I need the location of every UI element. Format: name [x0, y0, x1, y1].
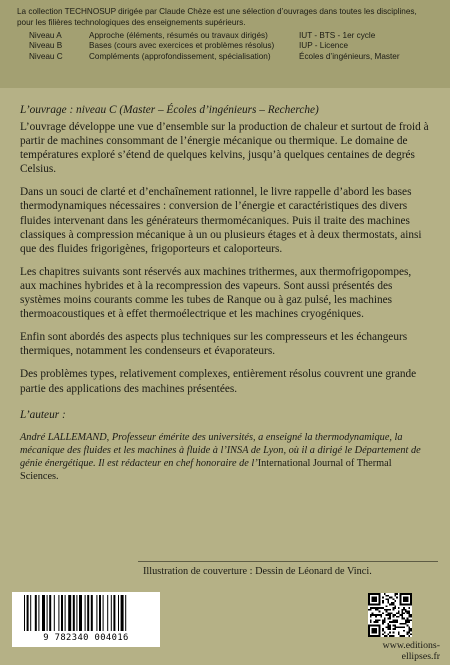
- publisher-website: www.editions-ellipses.fr: [382, 640, 440, 662]
- level-table: [17, 31, 440, 62]
- ouvrage-paragraph-1: L’ouvrage développe une vue d’ensemble sur la production de chaleur et surtout de froid à partir de machines consommant de l’énergie mécanique ou thermique. Le domaine de températures exploré s’étend de quelques kelvins, jusqu’à quelques centaines de degrés Celsius.: [20, 121, 429, 176]
- collection-header: [0, 0, 450, 88]
- auteur-bio-text: André LALLEMAND, Professeur émérite des universités, a enseigné la thermodynamique, la mécanique des fluides et les machines à fluide à l’INSA de Lyon, où il a dirigé le Département de génie énergétique. Il est rédacteur en chef honoraire de l’: [20, 431, 421, 469]
- level-name: Niveau C: [29, 51, 63, 61]
- ouvrage-paragraph-2: Dans un souci de clarté et d’enchaînement rationnel, le livre rappelle d’abord les bases thermodynamiques nécessaires : conversion de l’énergie et caractéristiques des divers fluides intervenant dans les générateurs thermomécaniques. Puis il traite des machines classiques à compression mécanique à un ou plusieurs étages et à deux thermostats, ainsi que des fluides frigorigènes, frigoporteurs et caloporteurs.: [20, 186, 422, 255]
- ouvrage-paragraph-3: Les chapitres suivants sont réservés aux machines trithermes, aux thermofrigopompes, aux machines hybrides et à la recompression des vapeurs. Sont aussi présentés des systèmes moins courants comme les tubes de Ranque ou à gaz pulsé, les machines thermoacoustiques et à effet thermoélectrique et les machines cryogéniques.: [20, 265, 412, 321]
- ouvrage-paragraph-4: Enfin sont abordés des aspects plus techniques sur les compresseurs et les échangeurs thermiques, notamment les condenseurs et évaporateurs.: [20, 331, 408, 358]
- collection-intro: [17, 7, 440, 28]
- auteur-heading: L’auteur :: [20, 408, 66, 421]
- level-target: IUP - Licence: [299, 41, 348, 51]
- barcode-icon: [24, 595, 148, 631]
- level-description: Bases (cours avec exercices et problèmes résolus): [89, 41, 275, 51]
- level-row-a: [17, 31, 440, 41]
- auteur-bio: [20, 431, 430, 484]
- qr-code-icon: [368, 593, 412, 637]
- ouvrage-heading: L’ouvrage : niveau C (Master – Écoles d’ingénieurs – Recherche): [20, 104, 319, 116]
- level-target: Écoles d’ingénieurs, Master: [299, 51, 400, 61]
- level-description: Approche (éléments, résumés ou travaux dirigés): [89, 31, 268, 40]
- level-name: Niveau A: [29, 31, 62, 40]
- isbn-barcode: [12, 592, 160, 647]
- collection-intro-line2: pour les filières technologiques des enseignements supérieurs.: [17, 17, 246, 27]
- journal-name: International Journal of Thermal Sciences.: [20, 458, 392, 483]
- level-row-c: [17, 52, 440, 62]
- cover-credit: Illustration de couverture : Dessin de Léonard de Vinci.: [143, 566, 372, 577]
- credit-divider: [138, 561, 438, 562]
- level-description: Compléments (approfondissement, spécialisation): [89, 51, 271, 61]
- ouvrage-paragraph-5: Des problèmes types, relativement complexes, entièrement résolus couvrent une grande partie des applications des machines présentées.: [20, 368, 417, 395]
- level-row-b: [17, 41, 440, 51]
- isbn-number: 9 782340 004016: [43, 633, 129, 643]
- level-name: Niveau B: [29, 41, 63, 51]
- back-cover-text: [20, 103, 430, 483]
- collection-intro-line1: La collection TECHNOSUP dirigée par Claude Chèze est une sélection d’ouvrages dans toutes les disciplines,: [17, 7, 417, 16]
- level-target: IUT - BTS - 1er cycle: [299, 31, 376, 40]
